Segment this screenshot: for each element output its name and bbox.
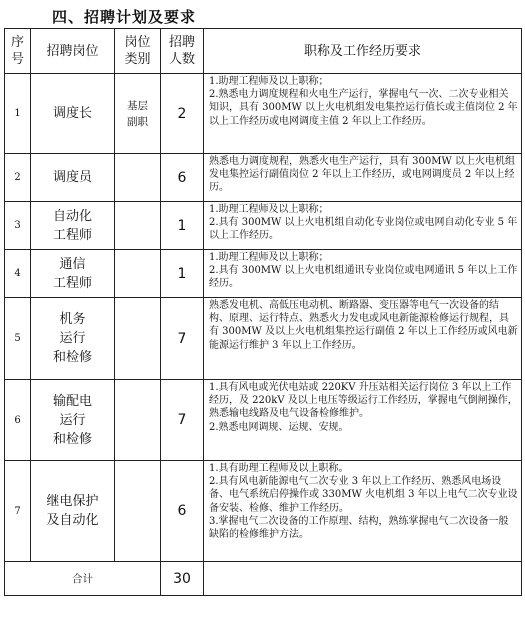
row-category xyxy=(115,202,161,250)
table-row xyxy=(5,461,522,562)
requirement-line: 1.助理工程师及以上职称； xyxy=(209,76,329,87)
row-requirements xyxy=(204,250,522,298)
row-requirements xyxy=(204,74,522,154)
requirement-line: 1.助理工程师及以上职称； xyxy=(209,252,329,263)
row-position: 通信 工程师 xyxy=(31,250,115,298)
row-position: 自动化 工程师 xyxy=(31,202,115,250)
requirement-line: 熟悉电力调度规程，熟悉火电生产运行，具有 300MW 以上火电机组发电集控运行副值岗位 2 年以上工作经历，或电网调度员 2 年以上经历。 xyxy=(209,156,515,194)
row-position: 机务 运行 和检修 xyxy=(31,298,115,380)
row-category xyxy=(115,250,161,298)
header-count: 招聘 人数 xyxy=(161,29,204,74)
total-label: 合计 xyxy=(5,562,161,596)
row-seq: 7 xyxy=(5,461,31,562)
recruitment-table xyxy=(4,28,522,596)
table-row xyxy=(5,154,522,202)
header-requirements: 职称及工作经历要求 xyxy=(204,29,522,74)
table-row xyxy=(5,380,522,461)
row-seq: 2 xyxy=(5,154,31,202)
requirement-line: 2.具有 300MW 以上火电机组通讯专业岗位或电网通讯 5 年以上工作经历。 xyxy=(209,265,518,290)
header-seq: 序 号 xyxy=(5,29,31,74)
requirement-line: 2.具有 300MW 以上火电机组自动化专业岗位或电网自动化专业 5 年以上工作经历。 xyxy=(209,217,518,242)
row-requirements xyxy=(204,298,522,380)
row-category: 基层 副职 xyxy=(115,74,161,154)
row-requirements xyxy=(204,380,522,461)
row-count: 6 xyxy=(161,461,204,562)
table-row xyxy=(5,250,522,298)
table-row xyxy=(5,298,522,380)
row-seq: 3 xyxy=(5,202,31,250)
row-category xyxy=(115,461,161,562)
row-seq: 4 xyxy=(5,250,31,298)
row-count: 2 xyxy=(161,74,204,154)
row-category xyxy=(115,298,161,380)
requirement-line: 2.熟悉电力调度规程和火电生产运行，掌握电气一次、二次专业相关知识，具有 300MW 以上火电机组发电集控运行值长或主值岗位 2 年以上工作经历或电网调度主值 2 年以上工作经历。 xyxy=(209,89,518,127)
row-position: 调度长 xyxy=(31,74,115,154)
requirement-line: 熟悉发电机、高低压电动机、断路器、变压器等电气一次设备的结构、原理、运行特点、熟悉火力发电或风电新能源检修运行规程，具有 300MW 及以上火电机组集控运行副值 2 年以上工作经历或风电新能源运行维护 3 年以上工作经历。 xyxy=(209,300,518,351)
table-header-row xyxy=(5,29,522,74)
table-row xyxy=(5,202,522,250)
requirement-line: 1.助理工程师及以上职称； xyxy=(209,204,329,215)
row-count: 7 xyxy=(161,298,204,380)
total-count: 30 xyxy=(161,562,204,596)
row-category xyxy=(115,380,161,461)
table-body xyxy=(5,74,522,596)
row-count: 1 xyxy=(161,250,204,298)
row-seq: 1 xyxy=(5,74,31,154)
row-position: 调度员 xyxy=(31,154,115,202)
row-requirements xyxy=(204,202,522,250)
row-category xyxy=(115,154,161,202)
total-empty xyxy=(204,562,522,596)
requirement-line: 2.熟悉电网调规、运规、安规。 xyxy=(209,421,349,433)
requirement-line: 2.具有风电新能源电气二次专业 3 年以上工作经历、熟悉风电场设备、电气系统启停操作或 330MW 火电机组 3 年以上电气二次专业设备安装、检修、维护工作经历。 xyxy=(209,476,518,514)
requirement-line: 3.掌握电气二次设备的工作原理、结构，熟练掌握电气二次设备一般缺陷的检修维护方法。 xyxy=(209,515,509,541)
section-heading: 四、招聘计划及要求 xyxy=(52,8,197,26)
table-row xyxy=(5,74,522,154)
total-row xyxy=(5,562,522,596)
row-requirements xyxy=(204,461,522,562)
row-seq: 5 xyxy=(5,298,31,380)
row-count: 6 xyxy=(161,154,204,202)
row-position: 输配电 运行 和检修 xyxy=(31,380,115,461)
row-position: 继电保护 及自动化 xyxy=(31,461,115,562)
header-category: 岗位 类别 xyxy=(115,29,161,74)
row-count: 1 xyxy=(161,202,204,250)
row-count: 7 xyxy=(161,380,204,461)
requirement-line: 1.具有助理工程师及以上职称。 xyxy=(209,463,349,474)
requirement-line: 1.具有风电或光伏电站或 220KV 升压站相关运行岗位 3 年以上工作经历，及 220kV 及以上电压等级运行工作经历，掌握电气倒闸操作，熟悉输电线路及电气设备检修维护。 xyxy=(209,382,518,420)
header-position: 招聘岗位 xyxy=(31,29,115,74)
row-requirements xyxy=(204,154,522,202)
row-seq: 6 xyxy=(5,380,31,461)
